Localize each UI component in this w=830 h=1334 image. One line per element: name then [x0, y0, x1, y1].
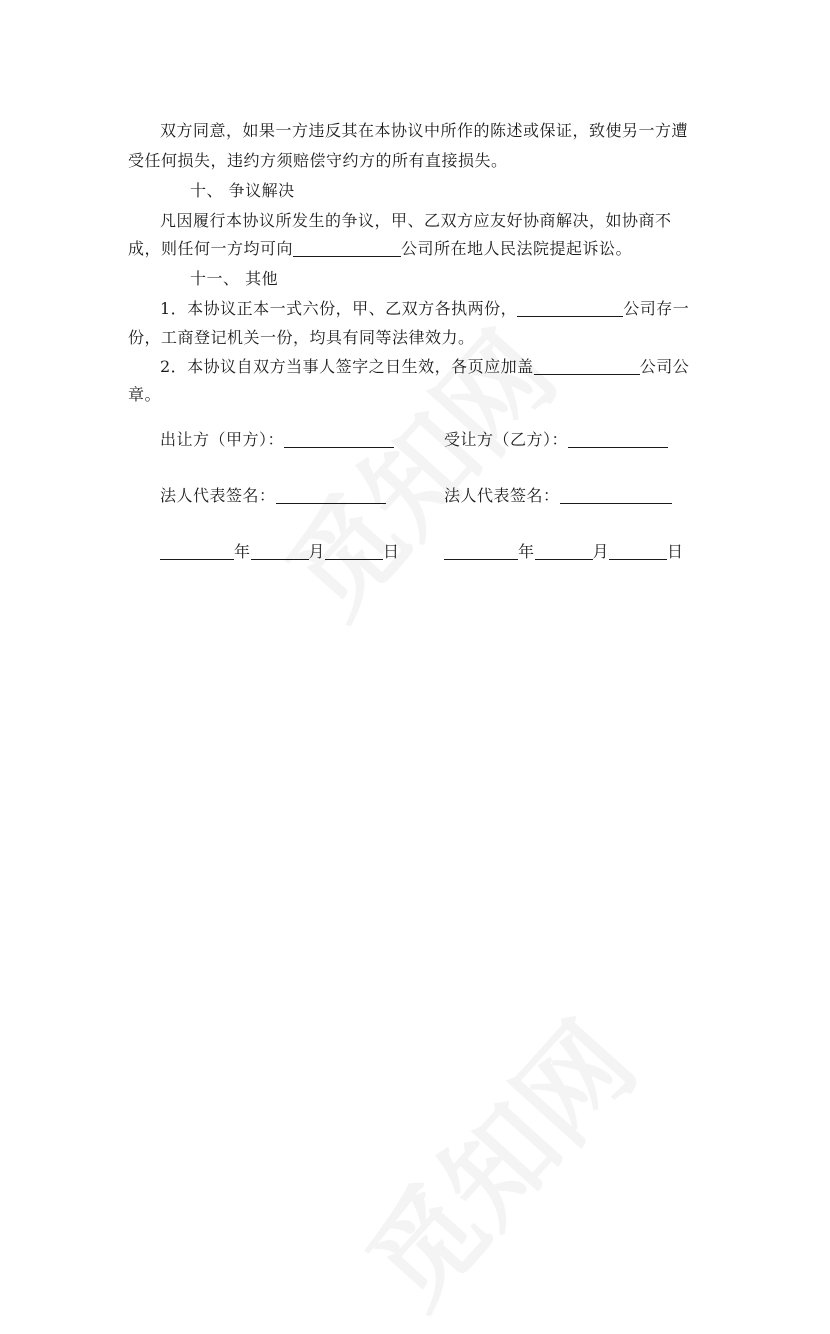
- month-left-label: 月: [308, 542, 326, 561]
- seal-company-blank[interactable]: [534, 356, 640, 375]
- transferor-row: [160, 428, 394, 452]
- year-right-label: 年: [518, 542, 535, 561]
- legal-rep-left-row: [160, 484, 386, 508]
- legal-rep-right-blank[interactable]: [560, 485, 672, 504]
- watermark-bottom: [326, 984, 664, 1334]
- month-right-label: 月: [592, 542, 610, 561]
- clause-nine-line-2: 受任何损失，违约方须赔偿守约方的所有直接损失。: [128, 151, 508, 170]
- year-left-blank[interactable]: [160, 541, 234, 560]
- section-eleven-item-1: [160, 294, 740, 324]
- section-eleven-item-1-line-2: 份，工商登记机关一份，均具有同等法律效力。: [128, 328, 475, 347]
- transferee-row: [444, 428, 668, 452]
- legal-rep-label-left: 法人代表签名：: [160, 486, 276, 505]
- section-ten-line-2-prefix: 成，则任何一方均可向: [128, 239, 294, 258]
- month-right-blank[interactable]: [535, 541, 593, 560]
- year-right-blank[interactable]: [444, 541, 518, 560]
- item-1-suffix: 公司存一: [623, 299, 690, 318]
- legal-rep-right-row: [444, 484, 672, 508]
- copy-company-blank[interactable]: [517, 298, 623, 317]
- section-ten-line-1: 凡因履行本协议所发生的争议，甲、乙双方应友好协商解决，如协商不: [160, 211, 672, 230]
- section-ten-line-2-suffix: 公司所在地人民法院提起诉讼。: [401, 239, 633, 258]
- transferor-blank[interactable]: [284, 429, 394, 448]
- legal-rep-label-right: 法人代表签名：: [444, 486, 560, 505]
- item-1-prefix: 1．本协议正本一式六份，甲、乙双方各执两份，: [160, 299, 518, 318]
- item-2-prefix: 2．本协议自双方当事人签字之日生效，各页应加盖: [160, 357, 534, 376]
- section-eleven-item-2-line-2: 章。: [128, 385, 162, 404]
- day-right-label: 日: [667, 542, 684, 561]
- legal-rep-left-blank[interactable]: [276, 485, 386, 504]
- transferee-blank[interactable]: [568, 429, 668, 448]
- year-left-label: 年: [234, 542, 251, 561]
- transferor-label: 出让方（甲方）：: [160, 430, 285, 449]
- clause-nine-line-1: 双方同意，如果一方违反其在本协议中所作的陈述或保证，致使另一方遭: [160, 121, 689, 140]
- item-2-suffix: 公司公: [639, 357, 690, 376]
- court-company-blank[interactable]: [293, 238, 401, 257]
- date-right-row: [444, 540, 684, 564]
- section-eleven-item-2: [160, 352, 740, 382]
- section-ten-line-2: [128, 234, 708, 264]
- date-left-row: [160, 540, 400, 564]
- day-left-blank[interactable]: [325, 541, 383, 560]
- section-eleven-heading: 十一、 其他: [190, 269, 279, 288]
- section-ten-heading: 十、 争议解决: [190, 181, 295, 200]
- day-left-label: 日: [383, 542, 400, 561]
- day-right-blank[interactable]: [609, 541, 667, 560]
- month-left-blank[interactable]: [251, 541, 309, 560]
- transferee-label: 受让方（乙方）：: [444, 430, 569, 449]
